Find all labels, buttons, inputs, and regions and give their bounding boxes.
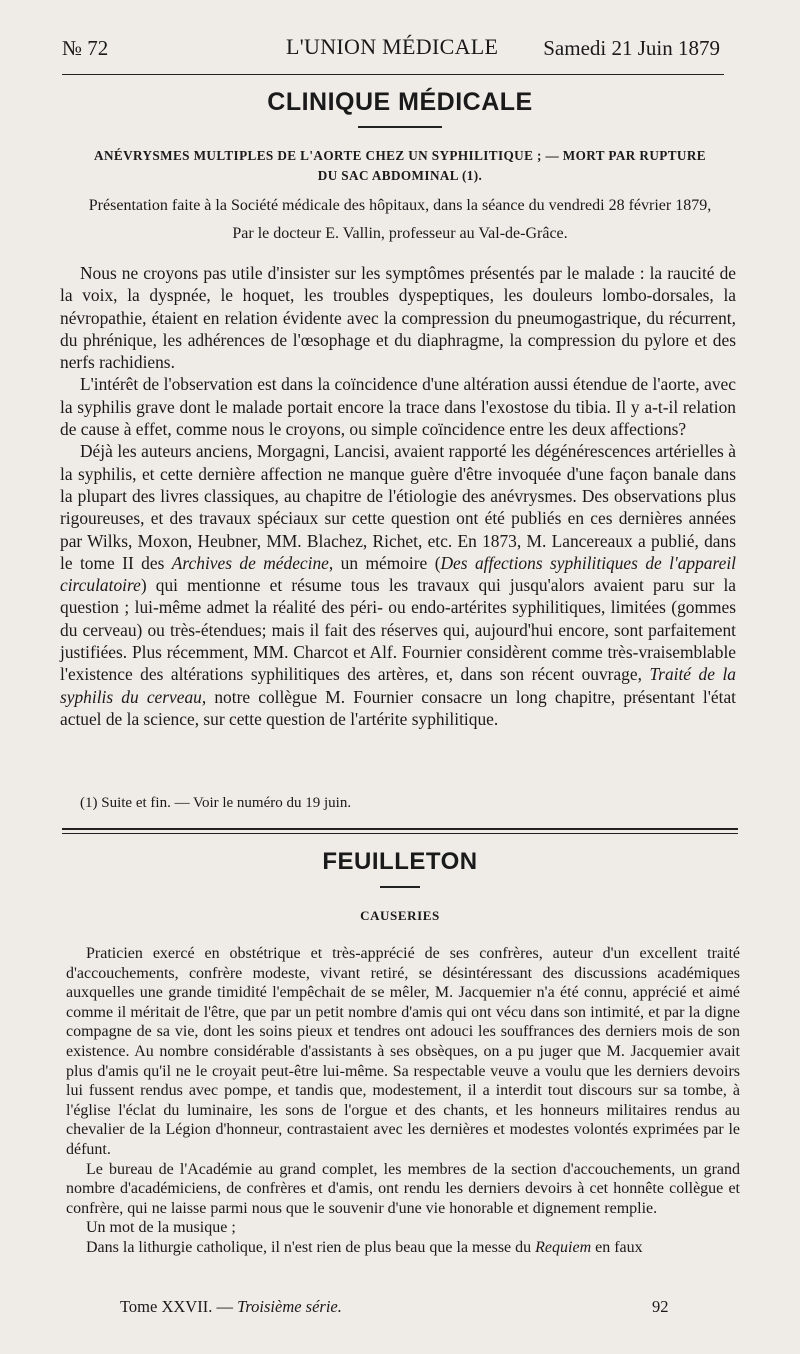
presentation-note	[60, 192, 740, 248]
footnote: (1) Suite et fin. — Voir le numéro du 19 juin.	[80, 795, 352, 811]
feuilleton-ornament-rule	[380, 886, 420, 888]
feuilleton-paragraph-4	[66, 1238, 740, 1258]
citation-memoire: Des affections syphilitiques de l'appareil circulatoire	[60, 552, 737, 596]
journal-title: L'UNION MÉDICALE	[286, 34, 499, 59]
page-number: 92	[652, 1297, 669, 1316]
requiem-italic: Requiem	[535, 1238, 592, 1256]
paragraph-3-part-c: ) qui mentionne et résume tous les travaux qui jusqu'alors avaient paru sur la question ; lui-même admet la réalité des péri- ou endo-artérites syphilitiques, limitées (gommes du cerveau) ou très-étendues; mais il fait des réserves qui, aujourd'hui encore, sont parfaitement justifiées. Plus récemment, MM. Charcot et Alf. Fournier considèrent comme très-vraisemblable l'existence des altérations syphilitiques des artères, et, dans son récent ouvrage,	[60, 575, 736, 685]
article-title	[60, 146, 740, 186]
presentation-line2: Par le docteur E. Vallin, professeur au Val-de-Grâce.	[232, 225, 568, 242]
header-rule	[62, 74, 724, 75]
title-ornament-rule	[358, 126, 442, 128]
feuilleton-subtitle: CAUSERIES	[360, 908, 440, 923]
section-title-clinique: CLINIQUE MÉDICALE	[267, 88, 533, 116]
article-paragraph-3	[60, 440, 736, 730]
paragraph-4-part-b: en faux	[591, 1238, 643, 1256]
citation-archives: Archives de médecine	[171, 552, 329, 573]
article-title-line2: DU SAC ABDOMINAL (1).	[317, 168, 483, 183]
paragraph-3-part-b: , un mémoire (	[328, 552, 441, 573]
article-paragraph-1: Nous ne croyons pas utile d'insister sur les symptômes présentés par le malade : la raucité de la voix, la dyspnée, le hoquet, les troubles dyspeptiques, les douleurs lombo-dorsales, la névropathie, étaient en relation évidente avec la compression du pneumogastrique, du récurrent, du phrénique, les adhérences de l'œsophage et du diaphragme, la compression du pylore et des nerfs rachidiens.	[60, 263, 736, 373]
feuilleton-paragraph-2: Le bureau de l'Académie au grand complet, les membres de la section d'accouchements, un grand nombre d'académiciens, de confrères et d'amis, ont rendu les derniers devoirs à cet honnête collègue et confrère, qui ne laisse parmi nous que le souvenir d'une vie honorable et dignement remplie.	[66, 1160, 740, 1217]
feuilleton-separator-top	[62, 828, 738, 830]
feuilleton-paragraph-1: Praticien exercé en obstétrique et très-apprécié de ses confrères, auteur d'un excellent traité d'accouchements, confrère modeste, vivant retiré, se désintéressant des discussions académiques auxquelles une grande timidité l'empêchait de se mêler, M. Jacquemier n'a été connu, apprécié et aimé comme il méritait de l'être, que par un petit nombre d'amis qui ont vécu dans son intimité, et par la digne compagne de sa vie, dont les soins pieux et tendres ont adouci les souffrances des derniers mois de son existence. Au nombre considérable d'assistants à ses obsèques, on a pu juger que M. Jacquemier avait plus d'amis qu'il ne le croyait peut-être lui-même. Sa respectable veuve a voulu que les derniers devoirs lui fussent rendus avec pompe, et tandis que, modestement, il a interdit tout discours sur sa tombe, à l'église l'éclat du luminaire, les sons de l'orgue et des chants, et les honneurs militaires rendus au chevalier de la Légion d'honneur, contrastaient avec les dernières et modestes volontés exprimées par le défunt.	[66, 945, 740, 1158]
running-header	[62, 36, 720, 64]
issue-number: № 72	[62, 36, 109, 60]
paragraph-4-part-a: Dans la lithurgie catholique, il n'est rien de plus beau que la messe du	[86, 1238, 536, 1256]
citation-traite: Traité de la syphilis du cerveau	[60, 664, 736, 707]
section-title-feuilleton: FEUILLETON	[322, 848, 478, 875]
article-paragraph-2: L'intérêt de l'observation est dans la coïncidence d'une altération aussi étendue de l'aorte, avec la syphilis grave dont le malade portait encore la trace dans l'exostose du tibia. Il y a-t-il relation de cause à effet, comme nous le croyons, ou simple coïncidence entre les deux affections?	[60, 374, 736, 440]
issue-date: Samedi 21 Juin 1879	[543, 36, 720, 60]
feuilleton-body	[66, 944, 740, 1258]
article-body	[60, 262, 736, 730]
page-footer	[120, 1297, 342, 1319]
article-title-line1: ANÉVRYSMES MULTIPLES DE L'AORTE CHEZ UN SYPHILITIQUE ; — MORT PAR RUPTURE	[94, 148, 706, 163]
feuilleton-paragraph-3: Un mot de la musique ;	[86, 1219, 236, 1237]
presentation-line1: Présentation faite à la Société médicale des hôpitaux, dans la séance du vendredi 28 février 1879,	[88, 197, 712, 214]
footer-volume: Tome XXVII. —	[120, 1297, 238, 1316]
footer-series: Troisième série.	[237, 1297, 342, 1316]
feuilleton-separator-bottom	[62, 833, 738, 834]
paragraph-3-part-a: Déjà les auteurs anciens, Morgagni, Lancisi, avaient rapporté les dégénérescences artérielles à la syphilis, et cette dernière affection ne manque guère d'être invoquée d'une façon banale dans la plupart des livres classiques, au chapitre de l'étiologie des anévrysmes. Des observations plus rigoureuses, et des travaux spéciaux sur cette question ont été publiés en ces dernières années par Wilks, Moxon, Heubner, MM. Blachez, Richet, etc. En 1873, M. Lancereaux a publié, dans le tome II des	[60, 441, 736, 573]
paragraph-3-part-d: , notre collègue M. Fournier consacre un long chapitre, présentant l'état actuel de la science, sur cette question de l'artérite syphilitique.	[60, 686, 736, 729]
